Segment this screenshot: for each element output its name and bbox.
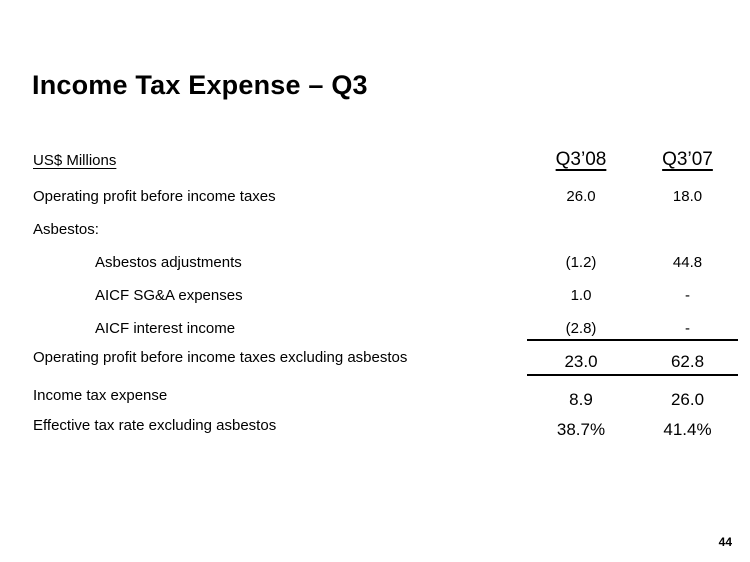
horizontal-rule bbox=[527, 339, 738, 341]
row-label: Operating profit before income taxes excluding asbestos bbox=[33, 349, 408, 366]
value-q307: 62.8 bbox=[670, 352, 705, 371]
value-q307: 26.0 bbox=[670, 390, 705, 409]
unit-label: US$ Millions bbox=[33, 152, 117, 169]
value-q307: - bbox=[685, 320, 690, 337]
value-q308: 23.0 bbox=[564, 352, 598, 371]
horizontal-rule bbox=[527, 374, 738, 376]
page-number: 44 bbox=[718, 535, 732, 549]
table-row bbox=[33, 287, 740, 309]
table-row bbox=[33, 417, 740, 439]
value-q308: (2.8) bbox=[565, 320, 597, 337]
value-q308: 8.9 bbox=[569, 390, 593, 409]
column-header-q308: Q3’08 bbox=[555, 149, 607, 170]
row-label: Effective tax rate excluding asbestos bbox=[33, 417, 277, 434]
row-label: Asbestos adjustments bbox=[95, 254, 242, 271]
value-q307: 41.4% bbox=[663, 420, 712, 439]
table-row bbox=[33, 254, 740, 276]
table-header-row bbox=[33, 149, 740, 171]
row-label: AICF interest income bbox=[95, 320, 236, 337]
column-header-q307: Q3’07 bbox=[662, 149, 713, 170]
table-row bbox=[33, 387, 740, 409]
slide-title: Income Tax Expense – Q3 bbox=[32, 70, 368, 100]
table-row bbox=[33, 221, 740, 243]
value-q308: 38.7% bbox=[556, 420, 606, 439]
row-label: AICF SG&A expenses bbox=[95, 287, 243, 304]
row-label: Operating profit before income taxes bbox=[33, 188, 276, 205]
value-q308: (1.2) bbox=[565, 254, 597, 271]
value-q308: 26.0 bbox=[566, 188, 596, 205]
table-row bbox=[33, 188, 740, 210]
value-q308: 1.0 bbox=[570, 287, 592, 304]
row-label: Asbestos: bbox=[33, 221, 99, 238]
value-q307: 44.8 bbox=[672, 254, 703, 271]
table-row bbox=[33, 349, 740, 371]
value-q307: - bbox=[685, 287, 690, 304]
value-q307: 18.0 bbox=[672, 188, 703, 205]
row-label: Income tax expense bbox=[33, 387, 168, 404]
